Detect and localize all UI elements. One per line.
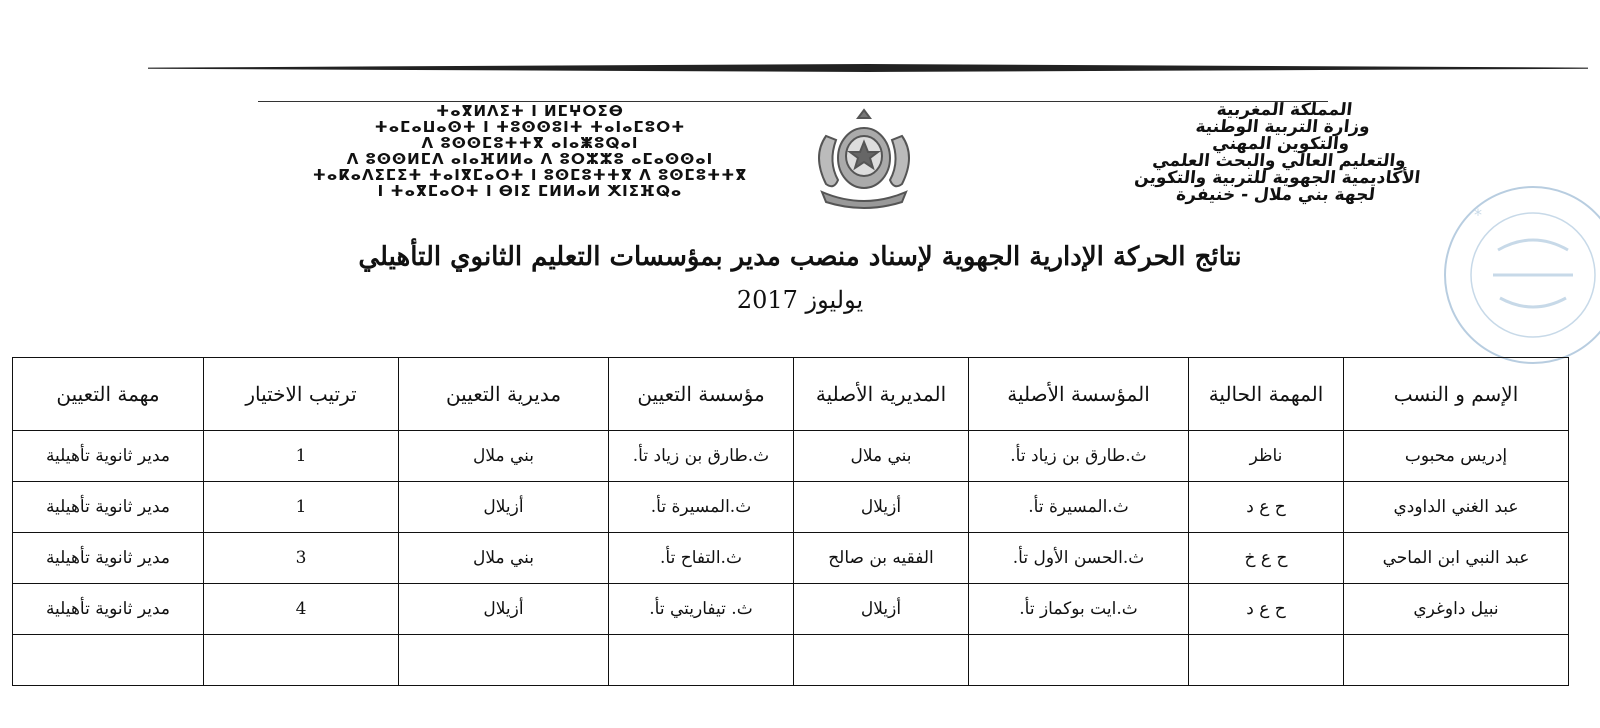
table-cell: مدير ثانوية تأهيلية: [13, 482, 204, 533]
table-cell: ث. تيفاريتي تأ.: [609, 584, 794, 635]
arabic-letterhead-line: المملكة المغربية: [1215, 100, 1354, 120]
column-header: المؤسسة الأصلية: [969, 358, 1189, 431]
table-cell: نبيل داوغري: [1344, 584, 1569, 635]
table-cell: ث.التفاح تأ.: [609, 533, 794, 584]
arabic-letterhead-line: لجهة بني ملال - خنيفرة: [1175, 185, 1376, 205]
table-cell: أزيلال: [794, 584, 969, 635]
tifinagh-letterhead: [230, 103, 830, 199]
table-cell: [1189, 635, 1344, 686]
svg-text:*: *: [1474, 205, 1482, 224]
table-cell: بني ملال: [399, 431, 609, 482]
table-cell: ح ع د: [1189, 482, 1344, 533]
table-cell: بني ملال: [399, 533, 609, 584]
table-cell: ح ع د: [1189, 584, 1344, 635]
table-cell: 3: [204, 533, 399, 584]
table-cell: مدير ثانوية تأهيلية: [13, 584, 204, 635]
table-cell: مدير ثانوية تأهيلية: [13, 431, 204, 482]
table-cell: 4: [204, 584, 399, 635]
table-cell: [969, 635, 1189, 686]
table-cell: [609, 635, 794, 686]
table-cell: ناظر: [1189, 431, 1344, 482]
column-header: الإسم و النسب: [1344, 358, 1569, 431]
column-header: مديرية التعيين: [399, 358, 609, 431]
tifinagh-line: ⵜⴰⴳⵍⴷⵉⵜ ⵏ ⵍⵎⵖⵔⵉⴱ: [436, 102, 624, 120]
table-cell: ح ع خ: [1189, 533, 1344, 584]
tifinagh-line: ⵜⴰⴽⴰⴷⵉⵎⵉⵜ ⵜⴰⵏⴳⵎⴰⵔⵜ ⵏ ⵓⵙⵎⵓⵜⵜⴳ ⴷ ⵓⵙⵎⵓⵜⵜⴳ: [312, 166, 748, 184]
arabic-letterhead-line: والتعليم العالي والبحث العلمي: [1151, 151, 1407, 171]
table-cell: 1: [204, 482, 399, 533]
column-header: المديرية الأصلية: [794, 358, 969, 431]
table-cell: أزيلال: [399, 482, 609, 533]
table-header-row: [13, 358, 1569, 431]
arabic-letterhead-line: الأكاديمية الجهوية للتربية والتكوين: [1133, 168, 1422, 188]
table-cell: عبد الغني الداودي: [1344, 482, 1569, 533]
table-cell: 1: [204, 431, 399, 482]
table-row: [13, 533, 1569, 584]
tifinagh-line: ⵜⴰⵎⴰⵡⴰⵙⵜ ⵏ ⵜⵓⵙⵙⵓⵏⵜ ⵜⴰⵏⴰⵎⵓⵔⵜ: [374, 118, 686, 136]
table-cell: ث.طارق بن زياد تأ.: [609, 431, 794, 482]
tifinagh-line: ⴷ ⵓⵙⵙⵎⵓⵜⵜⴳ ⴰⵏⴰⵥⵓⵕⴰⵏ: [421, 134, 639, 152]
table-cell: ث.المسيرة تأ.: [969, 482, 1189, 533]
coat-of-arms-emblem: [808, 106, 920, 210]
table-cell: [204, 635, 399, 686]
table-cell: ث.طارق بن زياد تأ.: [969, 431, 1189, 482]
column-header: مهمة التعيين: [13, 358, 204, 431]
official-stamp: [1438, 180, 1600, 370]
table-cell: مدير ثانوية تأهيلية: [13, 533, 204, 584]
tifinagh-line: ⴷ ⵓⵙⵙⵍⵎⴷ ⴰⵏⴰⴼⵍⵍⴰ ⴷ ⵓⵔⵣⵣⵓ ⴰⵎⴰⵙⵙⴰⵏ: [346, 150, 714, 168]
results-table: [12, 357, 1569, 686]
arabic-letterhead-line: وزارة التربية الوطنية: [1194, 117, 1371, 137]
document-title: نتائج الحركة الإدارية الجهوية لإسناد منصب مدير بمؤسسات التعليم الثانوي التأهيلي: [358, 242, 1242, 272]
table-cell: [794, 635, 969, 686]
table-row: [13, 635, 1569, 686]
table-row: [13, 584, 1569, 635]
table-cell: أزيلال: [794, 482, 969, 533]
table-cell: ث.المسيرة تأ.: [609, 482, 794, 533]
table-cell: ث.ايت بوكماز تأ.: [969, 584, 1189, 635]
table-cell: عبد النبي ابن الماحي: [1344, 533, 1569, 584]
table-cell: [1344, 635, 1569, 686]
table-cell: الفقيه بن صالح: [794, 533, 969, 584]
table-cell: [399, 635, 609, 686]
header-top-rule: [148, 64, 1588, 72]
table-cell: أزيلال: [399, 584, 609, 635]
document-date: يوليوز 2017: [736, 286, 864, 314]
column-header: ترتيب الاختيار: [204, 358, 399, 431]
tifinagh-line: ⵏ ⵜⴰⴳⵎⴰⵔⵜ ⵏ ⴱⵏⵉ ⵎⵍⵍⴰⵍ ⵅⵏⵉⴼⵕⴰ: [377, 182, 683, 200]
table-row: [13, 431, 1569, 482]
column-header: المهمة الحالية: [1189, 358, 1344, 431]
column-header: مؤسسة التعيين: [609, 358, 794, 431]
table-cell: [13, 635, 204, 686]
table-cell: بني ملال: [794, 431, 969, 482]
table-cell: ث.الحسن الأول تأ.: [969, 533, 1189, 584]
table-cell: إدريس محبوب: [1344, 431, 1569, 482]
table-row: [13, 482, 1569, 533]
arabic-letterhead-line: والتكوين المهني: [1211, 134, 1351, 154]
